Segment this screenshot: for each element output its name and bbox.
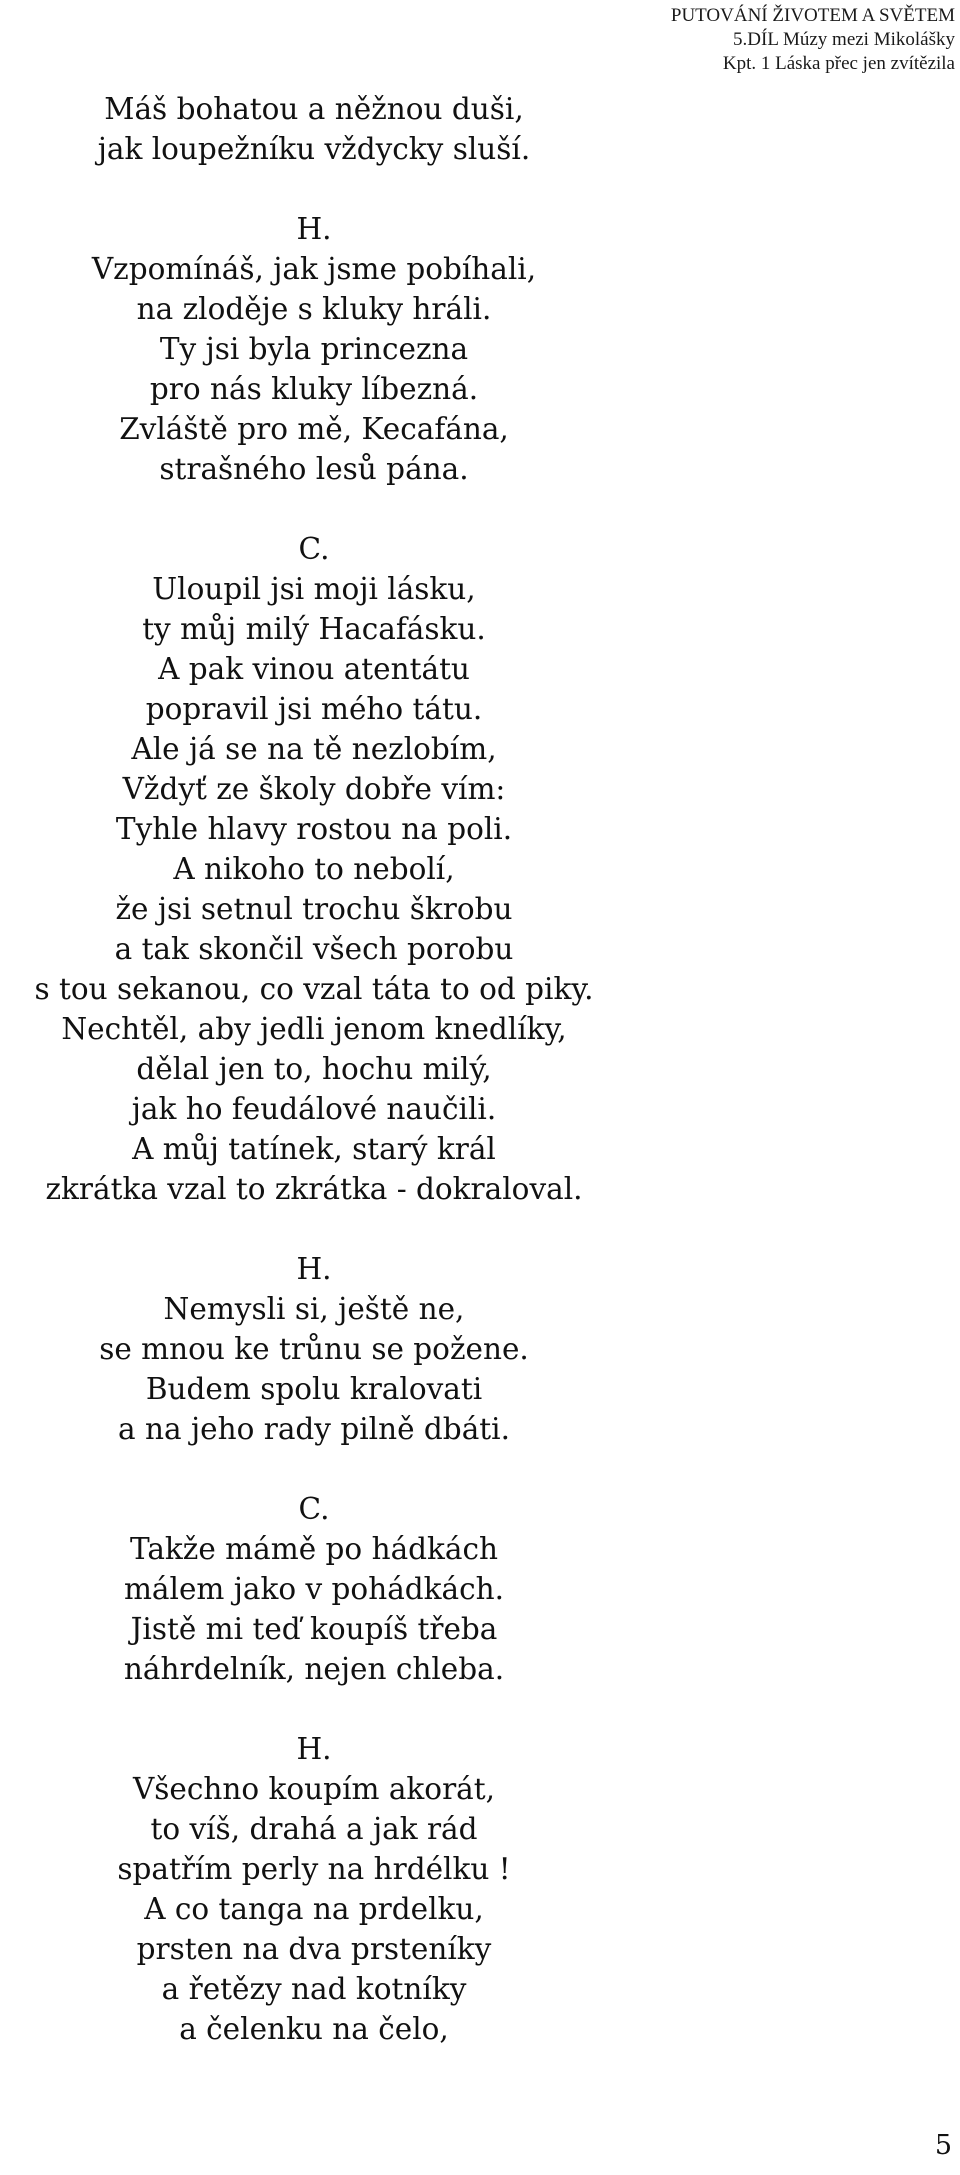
speaker-label: C.	[298, 532, 330, 566]
verse-line: dělal jen to, hochu milý,	[136, 1052, 492, 1086]
series-title: PUTOVÁNÍ ŽIVOTEM A SVĚTEM	[670, 5, 955, 26]
verse-line: Nemysli si, ještě ne,	[163, 1292, 465, 1326]
running-header	[671, 4, 955, 76]
verse-line: popravil jsi mého tátu.	[145, 692, 483, 726]
verse-line: Máš bohatou a něžnou duši,	[104, 92, 524, 126]
verse-line: zkrátka vzal to zkrátka - dokraloval.	[45, 1172, 583, 1206]
verse-line: Zvláště pro mě, Kecafána,	[119, 412, 509, 446]
verse-line: na zloděje s kluky hráli.	[136, 292, 492, 326]
stanza	[0, 1489, 628, 1689]
verse-line: to víš, drahá a jak rád	[150, 1812, 478, 1846]
verse-line: Takže mámě po hádkách	[129, 1532, 499, 1566]
page-number: 5	[934, 2130, 952, 2161]
verse-line: málem jako v pohádkách.	[123, 1572, 505, 1606]
verse-line: náhrdelník, nejen chleba.	[123, 1652, 505, 1686]
speaker-label: C.	[298, 1492, 330, 1526]
verse-line: a řetězy nad kotníky	[161, 1972, 467, 2006]
verse-line: Vzpomínáš, jak jsme pobíhali,	[91, 252, 537, 286]
verse-line: jak loupežníku vždycky sluší.	[97, 132, 531, 166]
verse-line: se mnou ke trůnu se požene.	[99, 1332, 529, 1366]
verse-line: Ale já se na tě nezlobím,	[131, 732, 497, 766]
verse-line: Uloupil jsi moji lásku,	[152, 572, 476, 606]
verse-line: a čelenku na čelo,	[179, 2012, 449, 2046]
speaker-label: H.	[296, 1252, 332, 1286]
stanza	[0, 1249, 628, 1449]
verse-line: a na jeho rady pilně dbáti.	[118, 1412, 510, 1446]
verse-line: strašného lesů pána.	[159, 452, 469, 486]
verse-line: Nechtěl, aby jedli jenom knedlíky,	[61, 1012, 567, 1046]
stanza	[0, 89, 628, 169]
verse-line: ty můj milý Hacafásku.	[142, 612, 486, 646]
verse-line: Všechno koupím akorát,	[132, 1772, 495, 1806]
verse-line: Ty jsi byla princezna	[159, 332, 469, 366]
stanza	[0, 209, 628, 489]
verse-line: a tak skončil všech porobu	[114, 932, 514, 966]
verse-line: Jistě mi teď koupíš třeba	[130, 1612, 498, 1646]
verse-line: Budem spolu kralovati	[145, 1372, 483, 1406]
verse-line: A co tanga na prdelku,	[144, 1892, 484, 1926]
verse-line: pro nás kluky líbezná.	[149, 372, 479, 406]
verse-line: A můj tatínek, starý král	[132, 1132, 496, 1166]
stanza	[0, 1729, 628, 2049]
stanza	[0, 529, 628, 1209]
speaker-label: H.	[296, 212, 332, 246]
verse-line: Tyhle hlavy rostou na poli.	[115, 812, 513, 846]
verse-line: Vždyť ze školy dobře vím:	[122, 772, 506, 806]
verse-line: prsten na dva prsteníky	[136, 1932, 492, 1966]
poem-body	[0, 89, 628, 2049]
chapter-title: Kpt. 1 Láska přec jen zvítězila	[722, 53, 955, 74]
verse-line: s tou sekanou, co vzal táta to od piky.	[34, 972, 594, 1006]
verse-line: A nikoho to nebolí,	[173, 852, 455, 886]
verse-line: spatřím perly na hrdélku !	[117, 1852, 511, 1886]
part-title: 5.DÍL Múzy mezi Mikolášky	[733, 29, 955, 50]
verse-line: jak ho feudálové naučili.	[131, 1092, 497, 1126]
verse-line: že jsi setnul trochu škrobu	[115, 892, 513, 926]
verse-line: A pak vinou atentátu	[158, 652, 470, 686]
speaker-label: H.	[296, 1732, 332, 1766]
